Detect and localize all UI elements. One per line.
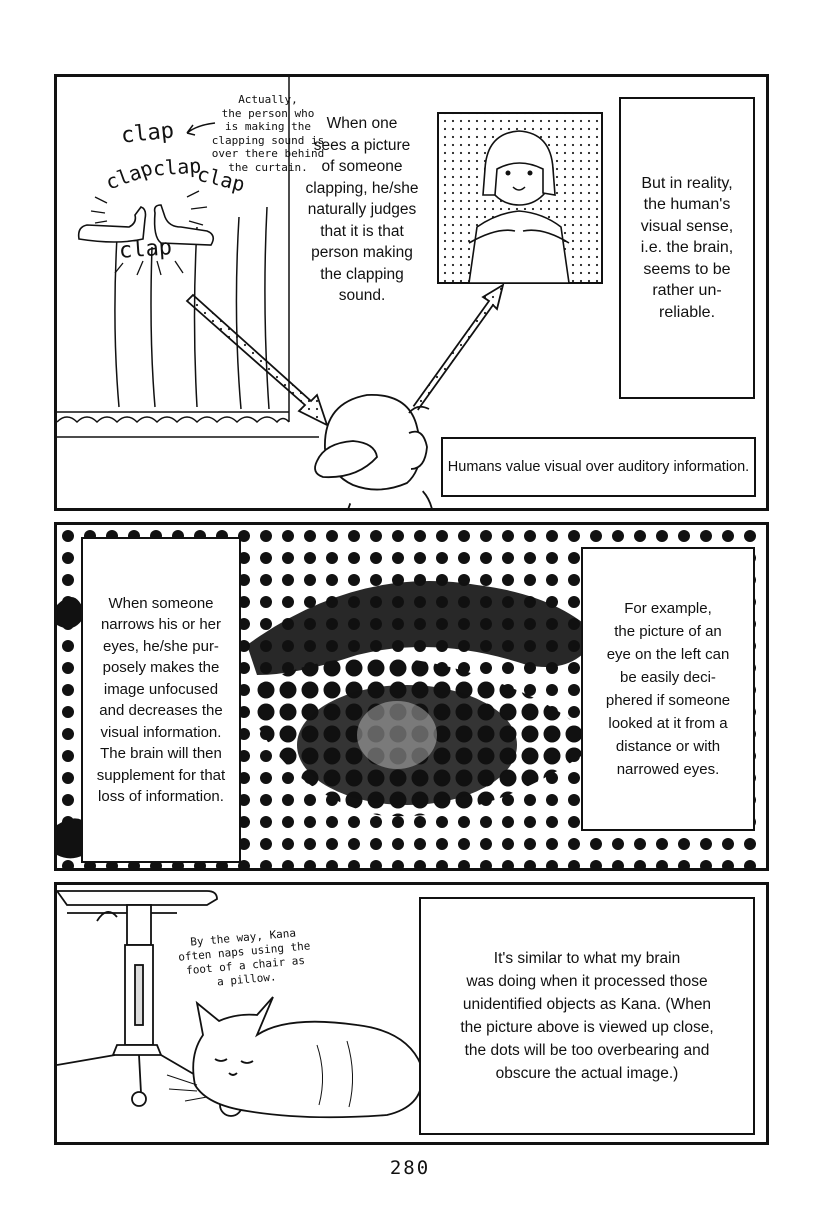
visual-over-auditory-text: Humans value visual over auditory information.: [447, 459, 750, 475]
panel-3: [54, 882, 769, 1145]
clap-sfx-1: clap: [119, 118, 176, 149]
page-number: 280: [389, 1157, 431, 1179]
panel-2: [54, 522, 769, 871]
clap-sfx-4: clap: [194, 161, 248, 197]
brain-processing-caption-text: It's similar to what my brain was doing when it processed those unidentified objects as Kana. (When the picture above is viewed up close, the dots will be too overbearing and obscure the actual image.): [460, 950, 714, 1082]
narrow-eyes-caption-box: [81, 537, 241, 863]
clap-sfx-2: clap: [102, 155, 156, 195]
clap-sfx-5: clap: [118, 235, 173, 264]
eye-example-caption-text: For example, the picture of an eye on the left can be easily deci- phered if someone looked at it from a distance or with narrowed eyes.: [605, 600, 731, 778]
visual-over-auditory-caption: [441, 437, 756, 497]
panel-1: [54, 74, 769, 511]
side-note: Actually, the person who is making the clapping sound is over there behind the curtain.: [211, 93, 325, 174]
eye-example-caption-box: [581, 547, 755, 831]
sleeping-cat: [167, 997, 422, 1117]
arrow-to-boy: [187, 295, 327, 425]
handwritten-kana-note: By the way, Kana often naps using the foot of a chair as a pillow.: [177, 926, 311, 989]
boy-viewer: [315, 395, 437, 511]
reality-caption-box: [619, 97, 755, 399]
brain-processing-caption-box: [419, 897, 755, 1135]
narration-clapping: When one sees a picture of someone clapping, he/she naturally judges that it is that person making the clapping sound.: [305, 115, 419, 304]
clapping-girl-picture: [438, 113, 602, 283]
reality-caption-text: But in reality, the human's visual sense, i.e. the brain, seems to be rather un- reliable.: [640, 174, 734, 321]
narrow-eyes-caption-text: When someone narrows his or her eyes, he/she pur- posely makes the image unfocused and decreases the visual information. The brain will then supplement for that loss of information.: [96, 594, 226, 805]
clap-sfx-3: clap: [152, 153, 202, 181]
